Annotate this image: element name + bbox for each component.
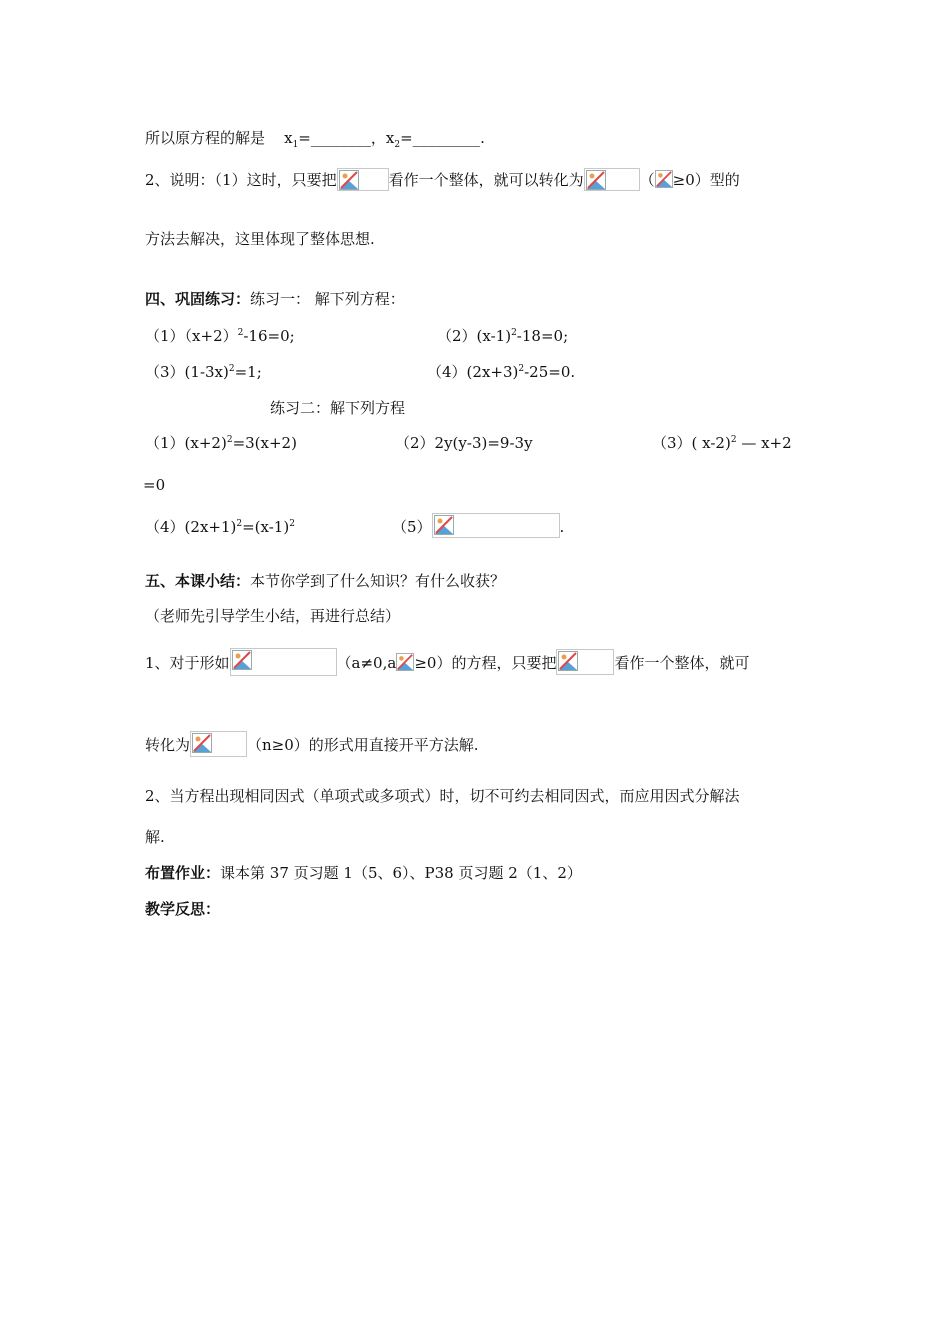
homework-line: 布置作业：课本第 37 页习题 1（5、6）、P38 页习题 2（1、2） xyxy=(145,864,582,882)
practice-sub-heading: 练习二：解下列方程 xyxy=(270,399,406,417)
explain-line: 2、说明：（1）这时，只要把 看作一个整体，就可以转化为 （ ≥0）型的 xyxy=(145,168,740,191)
summary-item-2: 2、当方程出现相同因式（单项式或多项式）时，切不可约去相同因式，而应用因式分解法 xyxy=(145,787,740,805)
summary-note: （老师先引导学生小结，再进行总结） xyxy=(145,607,401,625)
summary-item-2-cont: 解. xyxy=(145,828,165,846)
formula-image-icon xyxy=(230,648,337,676)
exercise-item-3-cont: =0 xyxy=(143,476,166,494)
summary-item-1: 1、对于形如 （a≠0,a ≥0）的方程，只要把 看作一个整体，就可 xyxy=(145,648,749,676)
practice-item-3: $(3)(1-3x)^2=1$; xyxy=(145,363,262,381)
formula-image-icon xyxy=(190,731,247,757)
exercise-item-2: （2）2y(y-3)=9-3y xyxy=(395,434,533,452)
exercise-item-4: $(4)(2x+1)^2=(x-1)^2$ xyxy=(145,518,295,536)
formula-image-icon xyxy=(556,649,614,675)
reflection-label: 教学反思： xyxy=(145,900,221,918)
practice-item-4: $(4)(2x+3)^2-25=0$. xyxy=(427,363,576,381)
practice-heading: 四、巩固练习：练习一： 解下列方程： xyxy=(145,290,405,308)
summary-heading: 五、本课小结：本节你学到了什么知识？有什么收获？ xyxy=(145,572,506,590)
formula-image-icon xyxy=(396,652,414,672)
exercise-item-5: （5） . xyxy=(392,513,564,538)
solution-line: 所以原方程的解是 $x_1=\_\_\_\_\_\_\_\_$，$x_2=\_\_\_\_\_\_\_\_\_$. xyxy=(145,129,485,150)
exercise-item-1: $(1)(x+2)^2=3(x+2)$ xyxy=(145,434,297,452)
explain-line-2: 方法去解决，这里体现了整体思想. xyxy=(145,230,375,248)
practice-item-1: $(1)(x+2)^2-16=0$; xyxy=(145,327,295,345)
summary-item-1-cont: 转化为 （n≥0）的形式用直接开平方法解. xyxy=(145,731,479,757)
formula-image-icon xyxy=(655,169,673,189)
formula-image-icon xyxy=(337,168,389,191)
formula-image-icon xyxy=(432,513,560,538)
formula-image-icon xyxy=(584,168,640,191)
practice-item-2: $(2)(x-1)^2-18=0$; xyxy=(437,327,569,345)
exercise-item-3: （3）( x-2)$^2$ — x+2 xyxy=(652,434,792,452)
